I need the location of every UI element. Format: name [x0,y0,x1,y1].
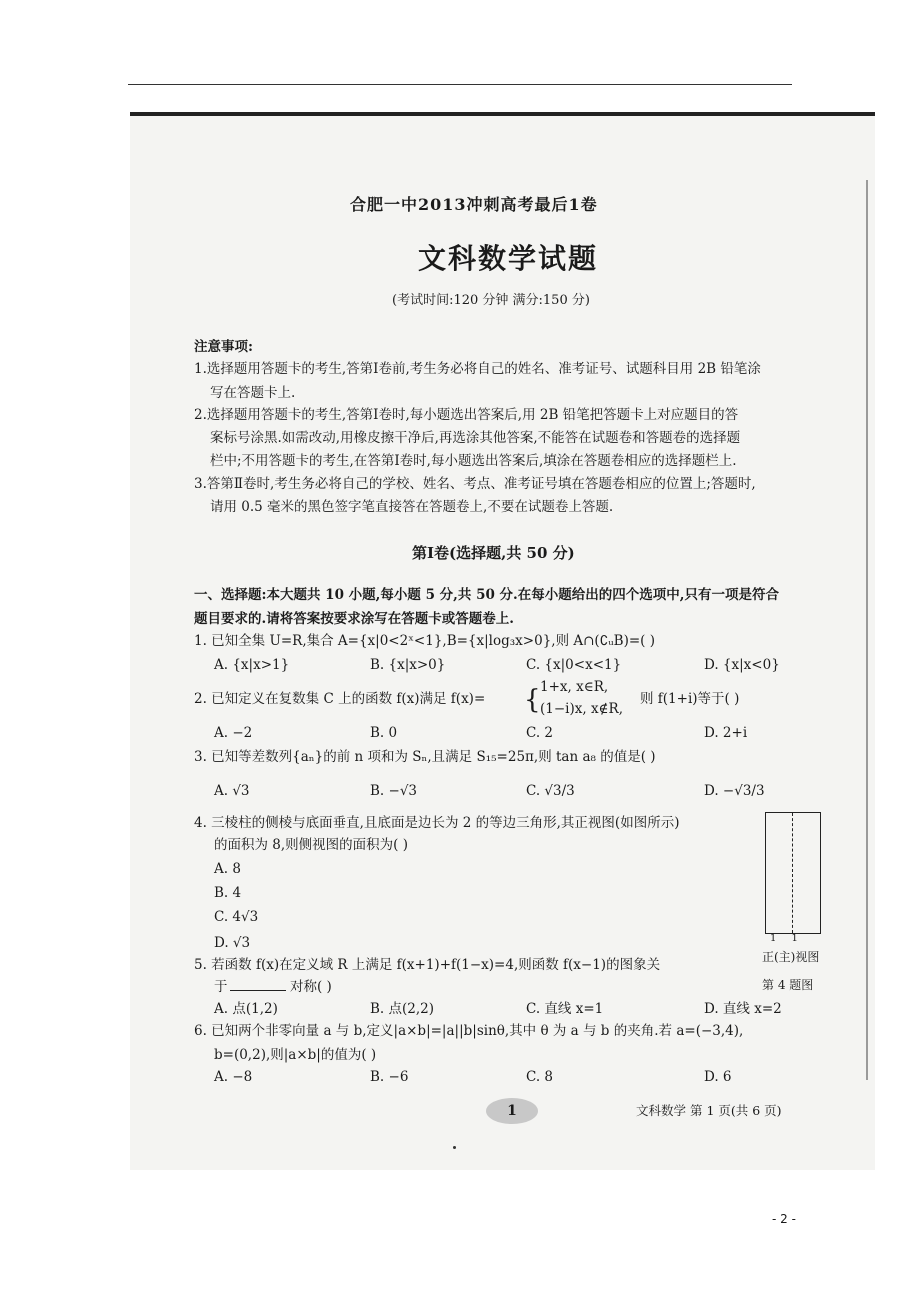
question-6-stem: b=(0,2),则|a×b|的值为( ) [214,1047,377,1063]
note-line: 请用 0.5 毫米的黑色签字笔直接答在答题卷上,不要在试题卷上答题. [210,499,614,515]
q5-option-a: A. 点(1,2) [214,1001,278,1017]
question-2-stem-pre: 2. 已知定义在复数集 C 上的函数 f(x)满足 f(x)= [194,691,486,707]
q3-option-b: B. −√3 [370,783,418,799]
scan-dot [453,1146,456,1149]
document-page-number: - 2 - [772,1212,796,1226]
figure-caption: 第 4 题图 [762,978,814,992]
q3-option-a: A. √3 [214,783,250,799]
question-4-stem: 的面积为 8,则侧视图的面积为( ) [214,837,408,853]
q1-option-b: B. {x|x>0} [370,657,446,673]
q6-option-b: B. −6 [370,1069,409,1085]
q4-option-c: C. 4√3 [214,909,259,925]
front-view-figure [765,812,821,934]
q2-option-d: D. 2+i [704,725,748,741]
piecewise-case-1: 1+x, x∈R, [540,679,609,695]
q4-option-d: D. √3 [214,935,251,951]
question-5-stem-pre: 于 [214,979,228,995]
figure-center-dashed-line [792,813,793,933]
q2-option-b: B. 0 [370,725,398,741]
q4-option-b: B. 4 [214,885,242,901]
page-info: 文科数学 第 1 页(共 6 页) [636,1103,782,1118]
scan-right-edge [866,180,868,1080]
note-line: 案标号涂黑.如需改动,用橡皮擦干净后,再选涂其他答案,不能答在试题卷和答题卷的选择题 [210,430,741,446]
page-title: 文科数学试题 [418,242,599,275]
question-4-stem: 4. 三棱柱的侧棱与底面垂直,且底面是边长为 2 的等边三角形,其正视图(如图所示) [194,815,680,831]
q1-option-a: A. {x|x>1} [214,657,290,673]
note-line: 写在答题卡上. [210,385,296,401]
q2-option-c: C. 2 [526,725,554,741]
q5-option-b: B. 点(2,2) [370,1001,435,1017]
q3-option-d: D. −√3/3 [704,783,765,799]
q5-option-d: D. 直线 x=2 [704,1001,782,1017]
question-3-stem: 3. 已知等差数列{aₙ}的前 n 项和为 Sₙ,且满足 S₁₅=25π,则 tan a₈ 的值是( ) [194,749,656,765]
q4-option-a: A. 8 [214,861,241,877]
q6-option-c: C. 8 [526,1069,554,1085]
section-title: 第Ⅰ卷(选择题,共 50 分) [412,544,575,562]
q1-option-d: D. {x|x<0} [704,657,780,673]
q6-option-a: A. −8 [214,1069,253,1085]
top-rule [128,84,792,85]
piecewise-case-2: (1−i)x, x∉R, [540,701,624,717]
q5-option-c: C. 直线 x=1 [526,1001,604,1017]
question-6-stem: 6. 已知两个非零向量 a 与 b,定义|a×b|=|a||b|sinθ,其中 θ 为 a 与 b 的夹角.若 a=(−3,4), [194,1023,744,1039]
scan-top-border [130,112,875,116]
q2-option-a: A. −2 [214,725,253,741]
figure-view-label: 正(主)视图 [762,950,820,964]
note-line: 1.选择题用答题卡的考生,答第Ⅰ卷前,考生务必将自己的姓名、准考证号、试题科目用 2B 铅笔涂 [194,361,761,377]
page-badge: 1 [486,1098,538,1124]
note-line: 2.选择题用答题卡的考生,答第Ⅰ卷时,每小题选出答案后,用 2B 铅笔把答题卡上对应题目的答 [194,407,739,423]
section-instructions: 题目要求的.请将答案按要求涂写在答题卡或答题卷上. [194,611,514,627]
q3-option-c: C. √3/3 [526,783,575,799]
question-5-stem: 5. 若函数 f(x)在定义域 R 上满足 f(x+1)+f(1−x)=4,则函数 f(x−1)的图象关 [194,957,661,973]
piecewise-brace: { [524,685,541,715]
exam-series-title: 合肥一中2013冲刺高考最后1卷 [350,195,598,214]
exam-info: (考试时间:120 分钟 满分:150 分) [392,293,590,308]
question-5-stem-post: 对称( ) [290,979,332,995]
section-instructions: 一、选择题:本大题共 10 小题,每小题 5 分,共 50 分.在每小题给出的四个选项中,只有一项是符合 [194,587,779,603]
q1-option-c: C. {x|0<x<1} [526,657,622,673]
note-line: 栏中;不用答题卡的考生,在答第Ⅰ卷时,每小题选出答案后,填涂在答题卷相应的选择题栏上. [210,453,737,469]
question-2-stem-post: 则 f(1+i)等于( ) [640,691,740,707]
q6-option-d: D. 6 [704,1069,732,1085]
notes-heading: 注意事项: [194,339,253,355]
q5-blank [230,978,286,996]
question-1-stem: 1. 已知全集 U=R,集合 A={x|0<2ˣ<1},B={x|log₃x>0},则 A∩(∁ᵤB)=( ) [194,633,655,649]
figure-dimension-labels: 1 1 [770,933,804,944]
note-line: 3.答第Ⅱ卷时,考生务必将自己的学校、姓名、考点、准考证号填在答题卷相应的位置上;答题时, [194,476,756,492]
